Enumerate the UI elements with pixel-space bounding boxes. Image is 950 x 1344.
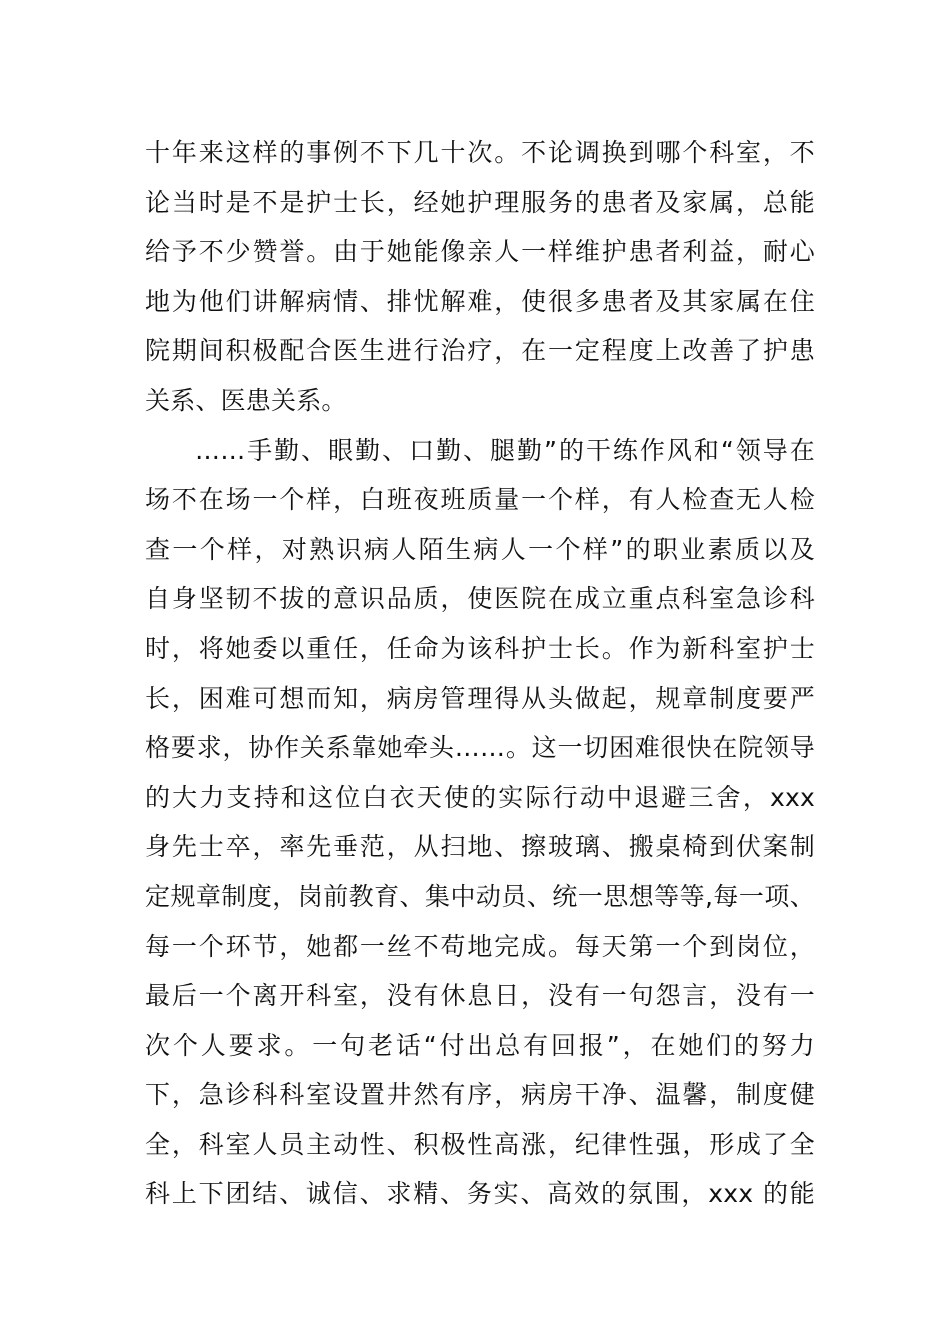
text-line: 身先士卒，率先垂范，从扫地、擦玻璃、搬桌椅到伏案制 [145, 832, 815, 862]
text-line: 给予不少赞誉。由于她能像亲人一样维护患者利益，耐心 [145, 237, 815, 267]
text-line: 查一个样，对熟识病人陌生病人一个样”的职业素质以及 [145, 534, 815, 564]
text-line: 全，科室人员主动性、积极性高涨，纪律性强，形成了全 [145, 1129, 815, 1159]
text-line: 自身坚韧不拔的意识品质，使医院在成立重点科室急诊科 [145, 584, 815, 614]
text-line: 格要求，协作关系靠她牵头……。这一切困难很快在院领导 [145, 733, 815, 763]
text-line: 院期间积极配合医生进行治疗，在一定程度上改善了护患 [145, 336, 815, 366]
text-line: 最后一个离开科室，没有休息日，没有一句怨言，没有一 [145, 981, 815, 1011]
text-line: 下，急诊科科室设置井然有序，病房干净、温馨，制度健 [145, 1080, 815, 1110]
text-line: 长，困难可想而知，病房管理得从头做起，规章制度要严 [145, 683, 815, 713]
text-line: 时，将她委以重任，任命为该科护士长。作为新科室护士 [145, 633, 815, 663]
text-line: 地为他们讲解病情、排忧解难，使很多患者及其家属在住 [145, 286, 815, 316]
text-line: 每一个环节，她都一丝不苟地完成。每天第一个到岗位， [145, 931, 815, 961]
text-line: 论当时是不是护士长，经她护理服务的患者及家属，总能 [145, 187, 815, 217]
text-line: 次个人要求。一句老话“付出总有回报”，在她们的努力 [145, 1030, 815, 1060]
text-line: 科上下团结、诚信、求精、务实、高效的氛围，xxx 的能 [145, 1179, 815, 1209]
text-line: 关系、医患关系。 [145, 385, 347, 415]
text-line: ……手勤、眼勤、口勤、腿勤”的干练作风和“领导在 [195, 435, 815, 465]
body-text [145, 128, 815, 1219]
text-line: 定规章制度，岗前教育、集中动员、统一思想等等,每一项、 [145, 881, 815, 911]
text-line: 的大力支持和这位白衣天使的实际行动中退避三舍，xxx [145, 782, 815, 812]
text-line: 十年来这样的事例不下几十次。不论调换到哪个科室，不 [145, 138, 815, 167]
text-line: 场不在场一个样，白班夜班质量一个样，有人检查无人检 [145, 485, 815, 515]
